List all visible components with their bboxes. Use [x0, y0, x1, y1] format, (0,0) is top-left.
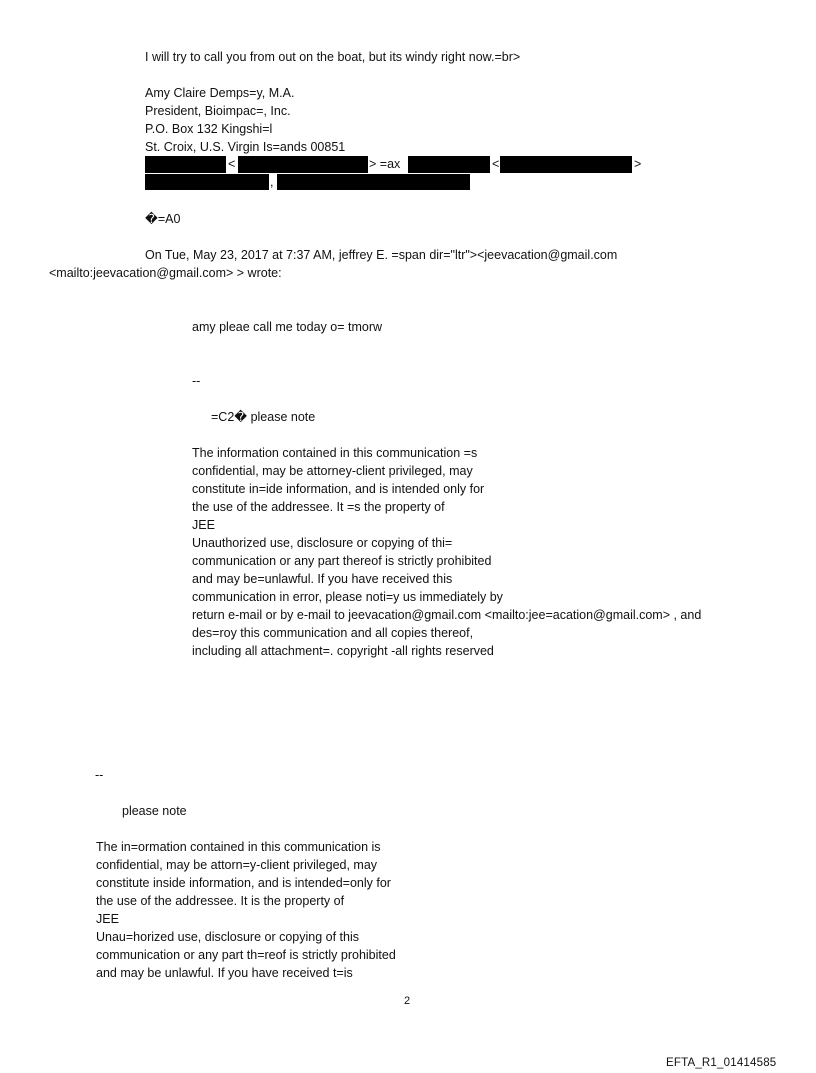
disclaimer-line: and may be=unlawful. If you have received this — [192, 572, 453, 586]
disclaimer-line: the use of the addressee. It =s the property of — [192, 500, 445, 514]
quote-header-line2: <mailto:jeevacation@gmail.com> > wrote: — [49, 266, 282, 280]
signature-bracket-open-2: < — [492, 157, 500, 171]
encoding-artifact: �=A0 — [145, 212, 181, 226]
footer-disclaimer-line: JEE — [96, 912, 119, 926]
signature-name: Amy Claire Demps=y, M.A. — [145, 86, 295, 100]
signature-city: St. Croix, U.S. Virgin Is=ands 00851 — [145, 140, 346, 154]
disclaimer-line: communication in error, please noti=y us immediately by — [192, 590, 503, 604]
disclaimer-line: JEE — [192, 518, 215, 532]
signature-po-box: P.O. Box 132 Kingshi=l — [145, 122, 273, 136]
disclaimer-line: communication or any part thereof is strictly prohibited — [192, 554, 492, 568]
footer-disclaimer-line: The in=ormation contained in this communication is — [96, 840, 381, 854]
quote-header-line1: On Tue, May 23, 2017 at 7:37 AM, jeffrey E. =span dir="ltr"><jeevacation@gmail.com — [145, 248, 618, 262]
redaction-box — [408, 156, 490, 173]
disclaimer-line: des=roy this communication and all copies thereof, — [192, 626, 474, 640]
footer-disclaimer-line: communication or any part th=reof is strictly prohibited — [96, 948, 396, 962]
disclaimer-line: including all attachment=. copyright -all rights reserved — [192, 644, 494, 658]
redaction-box — [238, 156, 368, 173]
footer-disclaimer-line: the use of the addressee. It is the property of — [96, 894, 345, 908]
redaction-box — [500, 156, 632, 173]
email-body-line: I will try to call you from out on the boat, but its windy right now.=br> — [145, 50, 521, 64]
footer-disclaimer-line: and may be unlawful. If you have received t=is — [96, 966, 353, 980]
document-id: EFTA_R1_01414585 — [666, 1057, 777, 1069]
page-number: 2 — [404, 995, 411, 1007]
disclaimer-line: return e-mail or by e-mail to jeevacation@gmail.com <mailto:jee=acation@gmail.com> , and — [192, 608, 702, 622]
redaction-box — [145, 156, 226, 173]
footer-please-note: please note — [122, 804, 187, 818]
disclaimer-line: Unauthorized use, disclosure or copying of thi= — [192, 536, 453, 550]
quoted-message-text: amy pleae call me today o= tmorw — [192, 320, 383, 334]
please-note-heading: =C2� please note — [211, 410, 316, 424]
redaction-box — [145, 174, 269, 190]
footer-disclaimer-line: constitute inside information, and is intended=only for — [96, 876, 391, 890]
redaction-box — [277, 174, 470, 190]
footer-disclaimer-line: Unau=horized use, disclosure or copying of this — [96, 930, 359, 944]
footer-separator: -- — [95, 768, 104, 782]
disclaimer-line: confidential, may be attorney-client privileged, may — [192, 464, 473, 478]
signature-comma: , — [270, 175, 274, 189]
signature-fax-label: > =ax — [369, 157, 401, 171]
signature-bracket-open: < — [228, 157, 236, 171]
signature-separator: -- — [192, 374, 201, 388]
disclaimer-line: constitute in=ide information, and is intended only for — [192, 482, 485, 496]
footer-disclaimer-line: confidential, may be attorn=y-client privileged, may — [96, 858, 378, 872]
signature-title: President, Bioimpac=, Inc. — [145, 104, 291, 118]
disclaimer-line: The information contained in this communication =s — [192, 446, 478, 460]
signature-bracket-close: > — [634, 157, 642, 171]
